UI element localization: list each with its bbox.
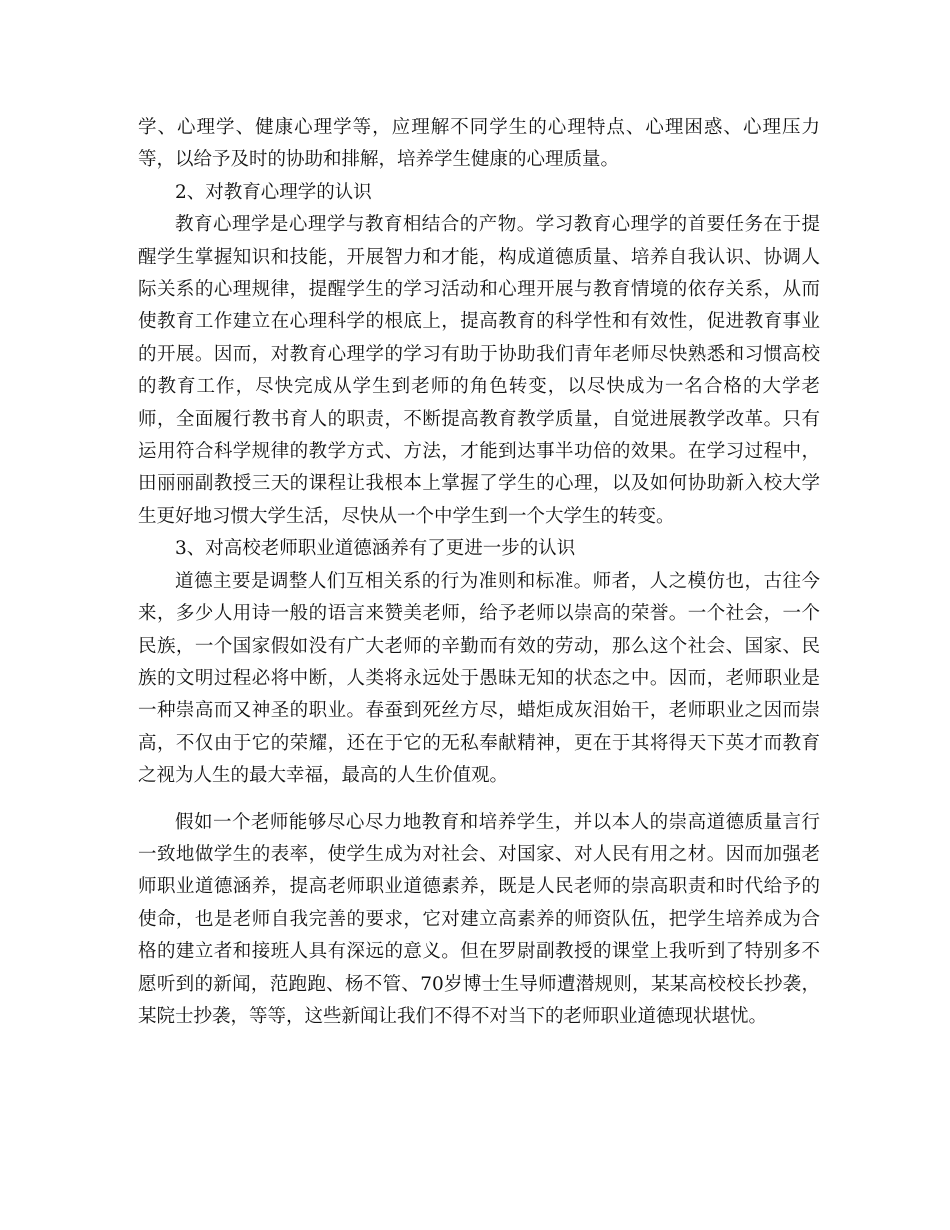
- document-page: [138, 112, 820, 1033]
- section-heading-2: 2、对教育心理学的认识: [175, 181, 372, 203]
- paragraph-continuation: 学、心理学、健康心理学等，应理解不同学生的心理特点、心理困惑、心理压力等，以给予及时的协助和排解，培养学生健康的心理质量。: [138, 117, 820, 171]
- paragraph-educational-psychology: 教育心理学是心理学与教育相结合的产物。学习教育心理学的首要任务在于提醒学生掌握知识和技能，开展智力和才能，构成道德质量、培养自我认识、协调人际关系的心理规律，提醒学生的学习活动和心理开展与教育情境的依存关系，从而使教育工作建立在心理科学的根底上，提高教育的科学性和有效性，促进教育事业的开展。因而，对教育心理学的学习有助于协助我们青年老师尽快熟悉和习惯高校的教育工作，尽快完成从学生到老师的角色转变，以尽快成为一名合格的大学老师，全面履行教书育人的职责，不断提高教育教学质量，自觉进展教学改革。只有运用符合科学规律的教学方式、方法，才能到达事半功倍的效果。在学习过程中，田丽丽副教授三天的课程让我根本上掌握了学生的心理，以及如何协助新入校大学生更好地习惯大学生活，尽快从一个中学生到一个大学生的转变。: [138, 214, 820, 527]
- section-heading-3: 3、对高校老师职业道德涵养有了更进一步的认识: [175, 538, 576, 560]
- paragraph-teacher-example: 假如一个老师能够尽心尽力地教育和培养学生，并以本人的崇高道德质量言行一致地做学生的表率，使学生成为对社会、对国家、对人民有用之材。因而加强老师职业道德涵养，提高老师职业道德素养，既是人民老师的崇高职责和时代给予的使命，也是老师自我完善的要求，它对建立高素养的师资队伍，把学生培养成为合格的建立者和接班人具有深远的意义。但在罗尉副教授的课堂上我听到了特别多不愿听到的新闻，范跑跑、杨不管、70岁博士生导师遭潜规则，某某高校校长抄袭，某院士抄袭，等等，这些新闻让我们不得不对当下的老师职业道德现状堪忧。: [138, 811, 820, 1027]
- paragraph-ethics: 道德主要是调整人们互相关系的行为准则和标准。师者，人之模仿也，古往今来，多少人用诗一般的语言来赞美老师，给予老师以崇高的荣誉。一个社会，一个民族，一个国家假如没有广大老师的辛勤而有效的劳动，那么这个社会、国家、民族的文明过程必将中断，人类将永远处于愚昧无知的状态之中。因而，老师职业是一种崇高而又神圣的职业。春蚕到死丝方尽，蜡炬成灰泪始干，老师职业之因而崇高，不仅由于它的荣耀，还在于它的无私奉献精神，更在于其将得天下英才而教育之视为人生的最大幸福，最高的人生价值观。: [138, 570, 820, 787]
